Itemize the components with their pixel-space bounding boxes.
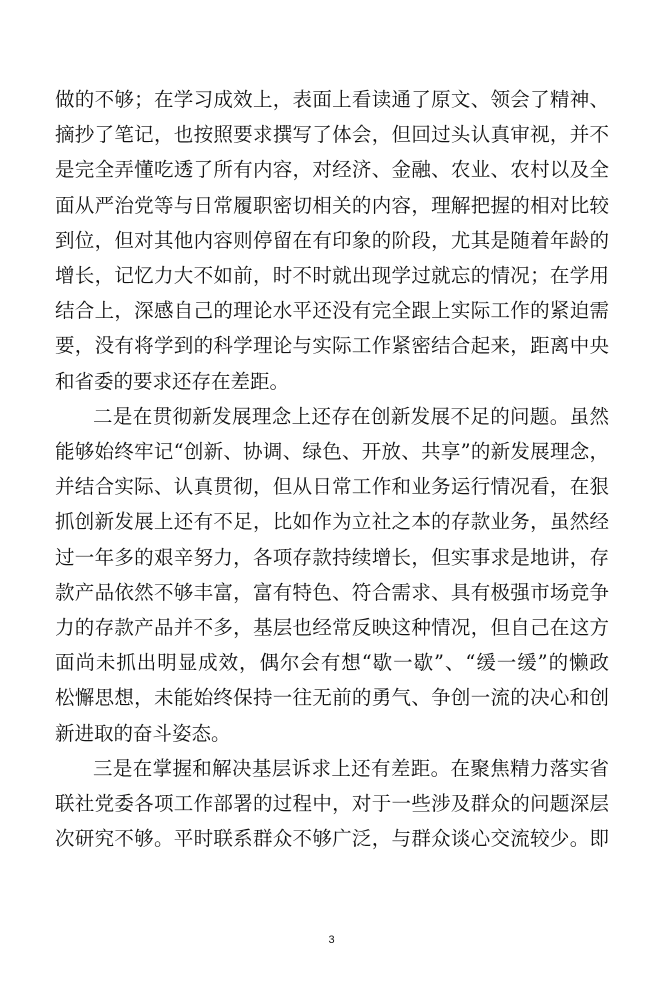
text-line: 款产品依然不够丰富，富有特色、符合需求、具有极强市场竞争 — [55, 581, 609, 604]
text-line: 到位，但对其他内容则停留在有印象的阶段，尤其是随着年龄的 — [55, 229, 609, 252]
text-line: 次研究不够。平时联系群众不够广泛，与群众谈心交流较少。即 — [55, 827, 609, 850]
text-line: 联社党委各项工作部署的过程中，对于一些涉及群众的问题深层 — [55, 792, 609, 815]
text-line: 能够始终牢记“创新、协调、绿色、开放、共享”的新发展理念， — [55, 440, 609, 463]
text-line: 和省委的要求还存在差距。 — [55, 370, 290, 393]
text-line: 摘抄了笔记，也按照要求撰写了体会，但回过头认真审视，并不 — [55, 123, 609, 146]
text-line: 做的不够；在学习成效上，表面上看读通了原文、领会了精神、 — [55, 88, 609, 111]
page-number: 3 — [328, 934, 335, 946]
text-line: 抓创新发展上还有不足，比如作为立社之本的存款业务，虽然经 — [55, 510, 609, 533]
text-line: 新进取的奋斗姿态。 — [55, 722, 231, 745]
text-line: 结合上，深感自己的理论水平还没有完全跟上实际工作的紧迫需 — [55, 299, 609, 322]
text-line: 力的存款产品并不多，基层也经常反映这种情况，但自己在这方 — [55, 616, 609, 639]
text-line: 面尚未抓出明显成效，偶尔会有想“歇一歇”、“缓一缓”的懒政 — [55, 651, 609, 674]
text-line: 并结合实际、认真贯彻，但从日常工作和业务运行情况看，在狠 — [55, 475, 609, 498]
paragraph-first-line: 二是在贯彻新发展理念上还存在创新发展不足的问题。虽然 — [93, 405, 609, 428]
text-line: 是完全弄懂吃透了所有内容，对经济、金融、农业、农村以及全 — [55, 158, 609, 181]
text-line: 要，没有将学到的科学理论与实际工作紧密结合起来，距离中央 — [55, 334, 609, 357]
text-line: 松懈思想，未能始终保持一往无前的勇气、争创一流的决心和创 — [55, 686, 609, 709]
text-line: 过一年多的艰辛努力，各项存款持续增长，但实事求是地讲，存 — [55, 546, 609, 569]
paragraph-first-line: 三是在掌握和解决基层诉求上还有差距。在聚焦精力落实省 — [93, 757, 609, 780]
text-line: 增长，记忆力大不如前，时不时就出现学过就忘的情况；在学用 — [55, 264, 609, 287]
text-line: 面从严治党等与日常履职密切相关的内容，理解把握的相对比较 — [55, 194, 609, 217]
